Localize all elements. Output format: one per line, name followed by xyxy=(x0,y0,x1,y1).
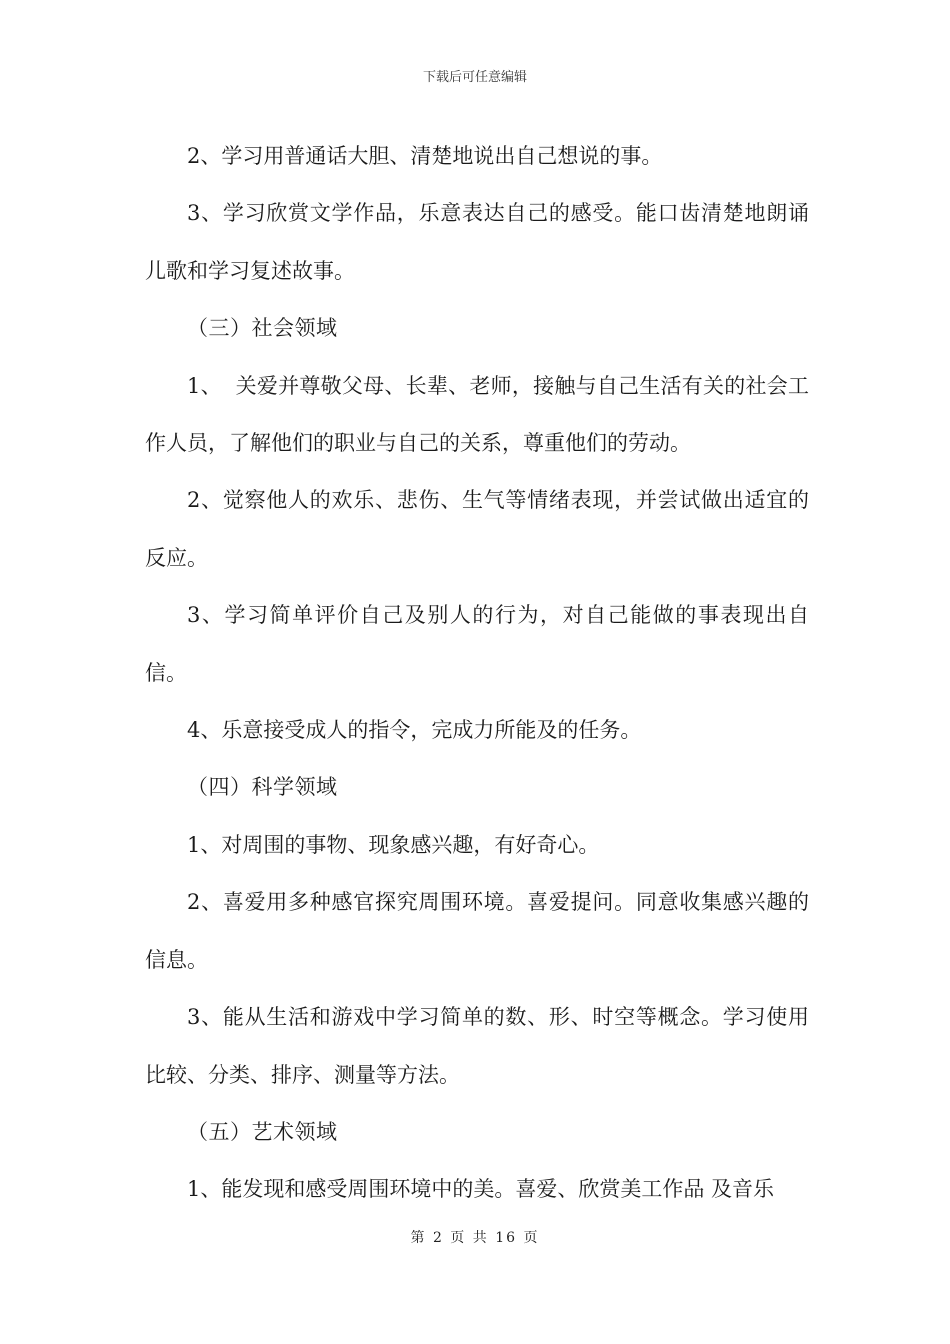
paragraph: 1、对周围的事物、现象感兴趣，有好奇心。 xyxy=(187,832,600,857)
paragraph: 2、学习用普通话大胆、清楚地说出自己想说的事。 xyxy=(187,144,663,168)
paragraph: 1、能发现和感受周围环境中的美。喜爱、欣赏美工作品 及音乐 xyxy=(187,1177,775,1202)
paragraph: 2、觉察他人的欢乐、悲伤、生气等情绪表现，并尝试做出适宜的反应。 xyxy=(145,488,809,570)
paragraph: 3、学习简单评价自己及别人的行为，对自己能做的事表现出自信。 xyxy=(145,603,809,685)
paragraph: 3、能从生活和游戏中学习简单的数、形、时空等概念。学习使用比较、分类、排序、测量等方法。 xyxy=(145,1005,809,1087)
paragraph: 3、学习欣赏文学作品，乐意表达自己的感受。能口齿清楚地朗诵儿歌和学习复述故事。 xyxy=(145,201,809,283)
section-heading: （五）艺术领域 xyxy=(187,1119,338,1144)
section-heading: （三）社会领域 xyxy=(187,316,338,341)
page-footer: 第 2 页 共 16 页 xyxy=(410,1230,540,1246)
page-header: 下载后可任意编辑 xyxy=(422,70,527,85)
paragraph: 4、乐意接受成人的指令，完成力所能及的任务。 xyxy=(187,718,642,743)
section-heading: （四）科学领域 xyxy=(187,775,338,800)
paragraph: 2、喜爱用多种感官探究周围环境。喜爱提问。同意收集感兴趣的信息。 xyxy=(145,890,809,972)
paragraph: 1、 关爱并尊敬父母、长辈、老师，接触与自己生活有关的社会工作人员，了解他们的职业与自己的关系，尊重他们的劳动。 xyxy=(145,373,809,456)
document-body xyxy=(145,128,809,1219)
